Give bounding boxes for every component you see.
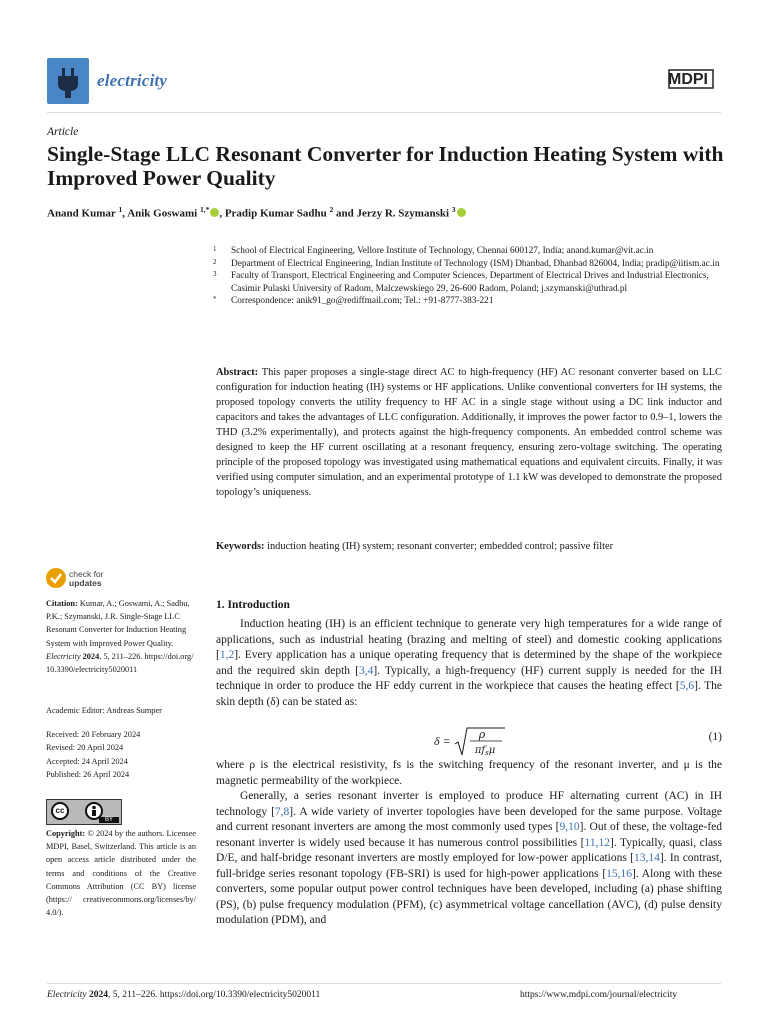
author-affil: 1 (118, 205, 123, 214)
check-updates-icon[interactable] (46, 568, 66, 588)
check-updates-button[interactable] (69, 570, 104, 588)
affiliation-number: * (213, 295, 217, 304)
accepted-date: Accepted: 24 April 2024 (46, 757, 128, 766)
attribution-icon (87, 804, 101, 818)
citation-link[interactable]: 1,2 (219, 649, 235, 661)
citation-link[interactable]: 15,16 (606, 867, 633, 880)
equation-lhs: δ = (434, 733, 451, 748)
published-date: Published: 26 April 2024 (46, 770, 130, 779)
svg-text:πfsμ: $\pi f_s\mu$ (474, 745, 495, 757)
author-affil: 1,* (199, 205, 210, 214)
citation-link[interactable]: 5,6 (679, 680, 695, 692)
section-heading: 1. Introduction (216, 599, 290, 611)
keywords-label: Keywords: (216, 541, 265, 552)
equation-number: (1) (708, 731, 722, 743)
author-name[interactable]: Jerzy R. Szymanski (356, 207, 450, 220)
orcid-icon[interactable] (210, 208, 219, 217)
paragraph-3 (216, 789, 722, 929)
svg-text:ρ: ρ (478, 728, 485, 741)
author-name[interactable]: Anik Goswami (127, 207, 198, 220)
footer-citation (47, 990, 320, 1000)
header-divider (47, 112, 721, 113)
affiliation-item (213, 258, 723, 271)
text-run: ]. A wide variety of inverter topologies have been developed for the same purpose. Voltage and current resonant inverters are among the most commonly used types [ (216, 805, 722, 833)
footer-year: 2024 (88, 990, 108, 1000)
author-name[interactable]: Anand Kumar (47, 207, 116, 220)
abstract-text: This paper proposes a single-stage direct AC to high-frequency (HF) AC resonant converter based on LLC configuration for induction heating (IH) systems or HF applications. Unlike conventional converters for IH systems, the proposed topology converts the utility frequency to HF AC in a single stage without using a DC link inductor and capacitors and takes the advantages of LLC configuration. Additionally, it improves the power factor to 0.9–1, lowers the THD (3.2% experimentally), and protects against the high-frequency components. An embedded control scheme was designed to keep the HF current oscillating at a resonant frequency, ensuring zero-voltage switching. The operating principle of the proposed topology was investigated using mathematical equations and equivalent circuits. Finally, it was verified using computer simulation, and an experimental prototype of 1.1 kW was developed to demonstrate the proposed topology’s uniqueness. (216, 367, 722, 498)
equation-1 (216, 723, 722, 757)
author-name[interactable]: Pradip Kumar Sadhu (224, 207, 327, 220)
footer-journal: Electricity (47, 990, 87, 1000)
text-run: ]. Along with these converters, some popular output power control techniques have been developed, including (a) phase shifting (PS), (b) pulse frequency modulation (PFM), (c) asymmetrical voltage cancellation (AVC), (d) pulse density modulation (PDM), and (216, 867, 722, 926)
citation-year: 2024 (82, 651, 100, 661)
paragraph-1 (216, 617, 722, 710)
publisher-logo[interactable] (668, 71, 708, 89)
citation-link[interactable]: 7,8 (274, 805, 290, 818)
affiliation-text: Department of Electrical Engineering, Indian Institute of Technology (ISM) Dhanbad, Dhanbad 826004, India; pradip@iitism.ac.in (231, 258, 720, 269)
equation-expression (434, 727, 506, 757)
footer-url[interactable]: https://www.mdpi.com/journal/electricity (520, 990, 678, 1000)
check-updates-line2: updates (69, 578, 102, 588)
citation-link[interactable]: 9,10 (559, 821, 580, 833)
publisher-name: MDPI (668, 71, 708, 88)
footer-divider (47, 983, 721, 984)
text-run: ]. The skin depth (δ) can be stated as: (216, 680, 722, 708)
affiliation-number: 2 (213, 257, 217, 266)
keywords (216, 540, 722, 554)
cc-by-label: BY (99, 817, 119, 823)
paragraph-2: where ρ is the electrical resistivity, fs is the switching frequency of the resonant inverter, and μ is the magnetic permeability of the workpiece. (216, 759, 722, 787)
text-run: ]. Typically, quasi, class D/E, and half-bridge resonant inverters are mostly employed for low-power applications [ (216, 836, 722, 864)
text-run: ]. In contrast, full-bridge series resonant topology (FB-SRI) is used for high-power applications [ (216, 852, 722, 880)
correspondence-text: Correspondence: anik91_go@rediffmail.com; Tel.: +91-8777-383-221 (231, 296, 494, 307)
author-affil: 2 (329, 205, 334, 214)
journal-logo (47, 58, 89, 104)
citation-journal: Electricity (46, 651, 81, 661)
received-date: Received: 20 February 2024 (46, 730, 141, 739)
citation-text: Kumar, A.; Goswami, A.; Sadhu, P.K.; Szymanski, J.R. Single-Stage LLC Resonant Converter for Induction Heating System with Improved Power Quality. (46, 599, 190, 648)
academic-editor: Academic Editor: Andreas Sumper (46, 706, 162, 715)
mdpi-badge-icon (665, 68, 717, 90)
citation-link[interactable]: 3,4 (358, 664, 374, 677)
affiliations (213, 245, 723, 308)
citation-block (46, 597, 196, 676)
checkmark-icon (46, 568, 66, 588)
citation-link[interactable]: 11,12 (584, 836, 610, 849)
revised-date: Revised: 20 April 2024 (46, 743, 124, 752)
author-affil: 3 (451, 205, 456, 214)
affiliation-text: Faculty of Transport, Electrical Engineering and Computer Sciences, Department of Electrical Drives and Industrial Electronics, Casimir Pulaski University of Radom, Malczewskiego 29, 26-600 Radom, Poland; j.szymanski@uthrad.pl (231, 271, 709, 294)
copyright-block (46, 827, 196, 919)
footer-doi[interactable]: , 5, 211–226. https://doi.org/10.3390/electricity5020011 (107, 990, 321, 1000)
copyright-label: Copyright: (46, 829, 86, 838)
abstract-label: Abstract: (216, 367, 259, 378)
affiliation-number: 1 (213, 245, 217, 253)
author-list: Anand Kumar $^1$, Anik Goswami $^{1,*}$ , Pradip Kumar Sadhu $^2$ and Jerzy R. Szymanski $^3$ (47, 205, 466, 220)
text-run: ]. Every application has a unique operating frequency that is determined by the shape of the workpiece and the required skin depth [ (216, 649, 722, 677)
journal-name[interactable]: electricity (97, 71, 168, 90)
keywords-text: induction heating (IH) system; resonant converter; embedded control; passive filter (267, 541, 614, 552)
cc-icon: cc (51, 802, 69, 820)
check-updates-line1: check for (69, 569, 104, 579)
affiliation-item (213, 245, 723, 258)
sqrt-fraction-icon (454, 727, 506, 757)
affiliation-number: 3 (213, 270, 217, 279)
abstract (216, 365, 722, 500)
text-run: ]. Out of these, the voltage-fed resonant inverter is widely used because it has numerous control possibilities [ (216, 821, 723, 849)
text-run: Induction heating (IH) is an efficient technique to generate very high temperatures for a wide range of applications, such as industrial heating (brazing and melting of steel) and domestic cooking applications [ (216, 618, 722, 661)
text-run: ]. Typically, a high-frequency (HF) current supply is needed for the IH technique in order to produce the HF eddy current in the workpiece that causes the heating effect [ (216, 664, 722, 692)
text-run: Generally, a series resonant inverter is employed to produce HF alternating current (AC) in IH technology [ (216, 790, 722, 818)
citation-label: Citation: (46, 599, 78, 608)
article-title: Single-Stage LLC Resonant Converter for Induction Heating System with Improved Power Quality (47, 142, 724, 190)
affiliation-text: School of Electrical Engineering, Vellore Institute of Technology, Chennai 600127, India; anand.kumar@vit.ac.in (231, 246, 654, 256)
affiliation-item (213, 295, 723, 308)
plug-icon (47, 58, 89, 104)
cc-license-badge[interactable] (46, 799, 122, 825)
orcid-icon[interactable] (457, 208, 466, 217)
citation-link[interactable]: 13,14 (633, 852, 660, 864)
article-type: Article (47, 126, 79, 138)
citation-doi[interactable]: , 5, 211–226. https://doi.org/ 10.3390/electricity5020011 (46, 651, 194, 675)
copyright-text: © 2024 by the authors. Licensee MDPI, Basel, Switzerland. This article is an open access article distributed under the terms and conditions of the Creative Commons Attribution (CC BY) license (https:// creativecommons.org/licenses/by/ 4.0/). (46, 829, 196, 918)
affiliation-item (213, 270, 723, 295)
